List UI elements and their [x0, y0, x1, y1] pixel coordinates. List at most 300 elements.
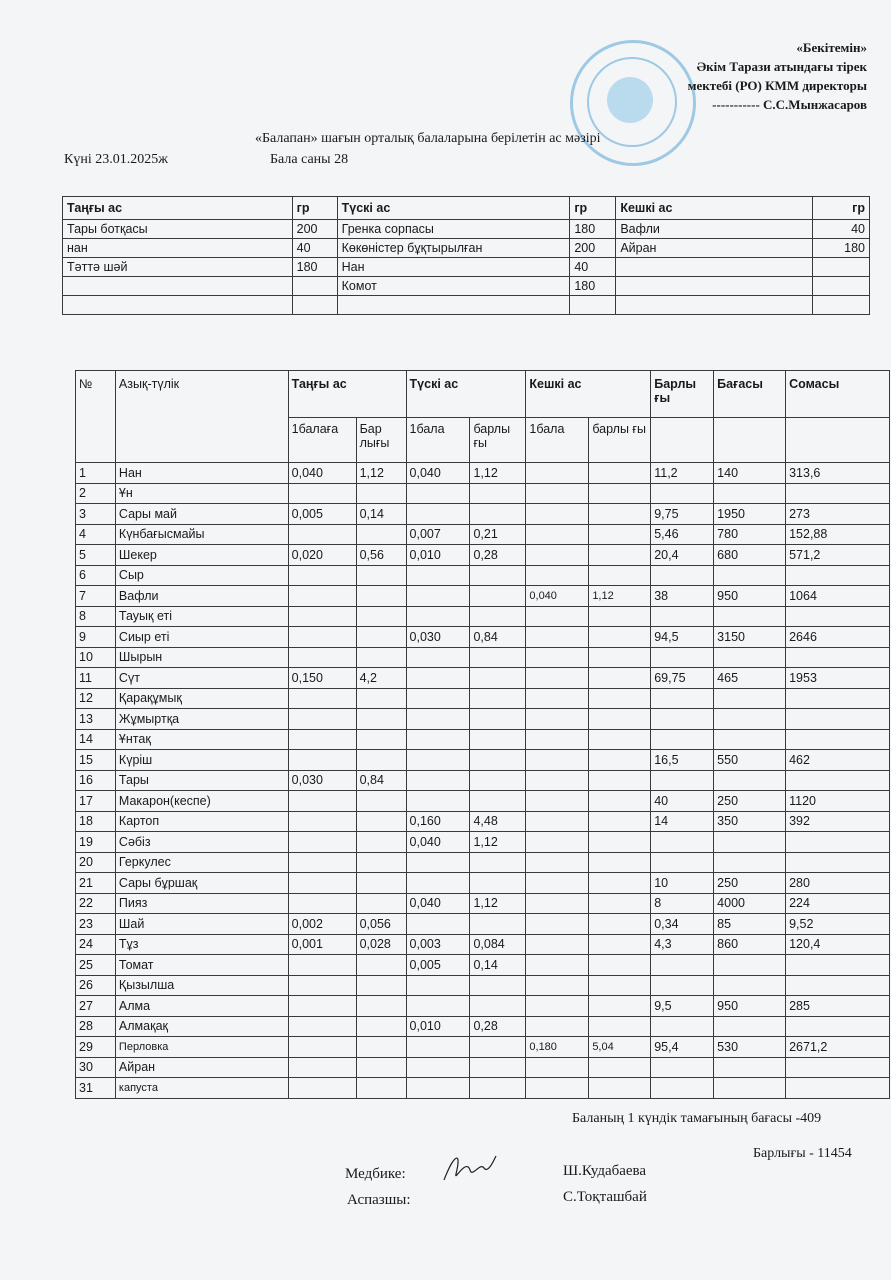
product-cell: 0,028 — [356, 934, 406, 955]
product-cell — [406, 647, 470, 668]
product-cell: 26 — [76, 975, 116, 996]
product-cell — [589, 545, 651, 566]
product-cell — [526, 811, 589, 832]
header-total: Барлы ғы — [651, 371, 714, 418]
product-cell — [651, 709, 714, 730]
product-cell: 0,007 — [406, 524, 470, 545]
table-row — [76, 668, 890, 689]
product-cell — [356, 709, 406, 730]
product-cell: 273 — [786, 504, 890, 525]
menu-cell: нан — [63, 239, 293, 258]
product-cell — [714, 709, 786, 730]
product-cell — [470, 504, 526, 525]
menu-row — [63, 277, 870, 296]
product-cell: 0,030 — [288, 770, 356, 791]
product-cell: 4,2 — [356, 668, 406, 689]
product-cell — [470, 750, 526, 771]
product-cell — [786, 729, 890, 750]
product-cell — [288, 524, 356, 545]
menu-cell: Тәттә шәй — [63, 258, 293, 277]
product-cell — [651, 1016, 714, 1037]
menu-cell: Гренка сорпасы — [337, 220, 570, 239]
product-cell: 8 — [76, 606, 116, 627]
menu-cell — [337, 296, 570, 315]
product-cell: 1953 — [786, 668, 890, 689]
product-cell: 18 — [76, 811, 116, 832]
product-cell: 0,001 — [288, 934, 356, 955]
product-cell — [589, 524, 651, 545]
product-name: Картоп — [115, 811, 288, 832]
product-cell — [406, 791, 470, 812]
product-name: Жұмыртқа — [115, 709, 288, 730]
product-cell — [589, 463, 651, 484]
menu-cell — [63, 296, 293, 315]
product-cell — [651, 565, 714, 586]
menu-cell: 40 — [292, 239, 337, 258]
product-cell — [714, 647, 786, 668]
header-sum: Сомасы — [786, 371, 890, 418]
product-cell: 7 — [76, 586, 116, 607]
product-name: Сәбіз — [115, 832, 288, 853]
product-cell — [589, 832, 651, 853]
product-cell — [714, 1016, 786, 1037]
product-cell — [714, 852, 786, 873]
product-cell: 680 — [714, 545, 786, 566]
product-cell: 19 — [76, 832, 116, 853]
product-cell: 0,003 — [406, 934, 470, 955]
menu-cell — [570, 296, 616, 315]
product-cell — [589, 811, 651, 832]
product-cell — [526, 770, 589, 791]
product-name: Геркулес — [115, 852, 288, 873]
product-cell: 0,030 — [406, 627, 470, 648]
product-cell: 0,084 — [470, 934, 526, 955]
product-cell — [288, 1016, 356, 1037]
product-cell — [356, 1057, 406, 1078]
product-cell — [470, 770, 526, 791]
product-cell: 571,2 — [786, 545, 890, 566]
product-cell — [356, 565, 406, 586]
product-cell — [526, 1016, 589, 1037]
product-cell — [651, 688, 714, 709]
product-cell — [526, 832, 589, 853]
product-cell: 15 — [76, 750, 116, 771]
product-cell — [786, 647, 890, 668]
product-cell — [589, 606, 651, 627]
product-cell — [589, 1016, 651, 1037]
product-cell: 0,040 — [288, 463, 356, 484]
table-row — [76, 975, 890, 996]
product-cell — [470, 996, 526, 1017]
cook-name: С.Тоқташбай — [563, 1189, 647, 1205]
product-cell — [651, 975, 714, 996]
product-cell: 3 — [76, 504, 116, 525]
product-name: Тары — [115, 770, 288, 791]
table-row — [76, 1057, 890, 1078]
menu-cell — [616, 258, 813, 277]
product-cell — [406, 873, 470, 894]
product-cell: 1950 — [714, 504, 786, 525]
product-cell: 11 — [76, 668, 116, 689]
product-cell — [470, 483, 526, 504]
subheader-empty — [786, 418, 890, 463]
product-cell — [470, 1037, 526, 1058]
product-cell — [589, 647, 651, 668]
product-cell — [288, 565, 356, 586]
product-name: Нан — [115, 463, 288, 484]
nurse-signature — [440, 1148, 498, 1188]
product-cell: 860 — [714, 934, 786, 955]
product-cell: 1,12 — [356, 463, 406, 484]
product-cell: 950 — [714, 586, 786, 607]
product-cell — [288, 873, 356, 894]
cook-label: Аспазшы: — [347, 1192, 411, 1208]
product-cell — [714, 1078, 786, 1099]
product-cell — [406, 852, 470, 873]
product-name: Алмақақ — [115, 1016, 288, 1037]
product-cell — [356, 852, 406, 873]
menu-cell: 40 — [570, 258, 616, 277]
product-cell — [786, 975, 890, 996]
product-cell — [288, 586, 356, 607]
product-cell — [470, 647, 526, 668]
header-name: Азық-түлік — [115, 371, 288, 463]
product-cell — [786, 1057, 890, 1078]
product-name: капуста — [115, 1078, 288, 1099]
product-cell — [356, 606, 406, 627]
product-cell — [651, 647, 714, 668]
approval-line-1: «Бекітемін» — [796, 40, 867, 55]
menu-cell: 180 — [570, 220, 616, 239]
product-cell — [526, 504, 589, 525]
product-cell — [356, 1037, 406, 1058]
product-cell — [470, 852, 526, 873]
product-cell — [526, 791, 589, 812]
product-cell: 0,020 — [288, 545, 356, 566]
product-cell: 5 — [76, 545, 116, 566]
product-cell — [526, 729, 589, 750]
product-cell — [526, 565, 589, 586]
menu-header-cell: Кешкі ас — [616, 197, 813, 220]
product-cell — [651, 606, 714, 627]
product-cell — [288, 647, 356, 668]
product-cell: 0,34 — [651, 914, 714, 935]
product-name: Шекер — [115, 545, 288, 566]
table-row — [76, 852, 890, 873]
product-cell — [288, 996, 356, 1017]
product-cell — [589, 668, 651, 689]
product-cell — [356, 873, 406, 894]
product-cell — [786, 483, 890, 504]
menu-cell — [616, 296, 813, 315]
product-cell: 29 — [76, 1037, 116, 1058]
table-row — [76, 647, 890, 668]
product-cell — [356, 729, 406, 750]
product-cell — [470, 791, 526, 812]
table-row — [76, 463, 890, 484]
product-name: Шай — [115, 914, 288, 935]
menu-header-cell: гр — [813, 197, 870, 220]
product-cell — [714, 565, 786, 586]
menu-row — [63, 220, 870, 239]
nurse-name: Ш.Кудабаева — [563, 1163, 647, 1179]
product-cell: 2671,2 — [786, 1037, 890, 1058]
product-cell: 550 — [714, 750, 786, 771]
menu-cell: 200 — [292, 220, 337, 239]
product-cell: 20,4 — [651, 545, 714, 566]
product-cell: 1,12 — [470, 463, 526, 484]
product-cell — [406, 586, 470, 607]
product-cell — [786, 770, 890, 791]
product-cell: 0,180 — [526, 1037, 589, 1058]
product-name: Айран — [115, 1057, 288, 1078]
product-cell — [589, 955, 651, 976]
menu-row — [63, 258, 870, 277]
table-row — [76, 914, 890, 935]
product-name: Ұн — [115, 483, 288, 504]
table-row — [76, 545, 890, 566]
table-row — [76, 504, 890, 525]
table-row — [76, 832, 890, 853]
subheader-cell: 1балаға — [288, 418, 356, 463]
product-cell — [589, 709, 651, 730]
product-cell — [406, 975, 470, 996]
product-cell — [786, 1078, 890, 1099]
product-cell — [526, 914, 589, 935]
product-name: Томат — [115, 955, 288, 976]
product-cell: 462 — [786, 750, 890, 771]
product-cell: 21 — [76, 873, 116, 894]
product-cell: 40 — [651, 791, 714, 812]
subheader-cell: 1бала — [406, 418, 470, 463]
product-cell: 250 — [714, 791, 786, 812]
product-name: Сыр — [115, 565, 288, 586]
product-name: Сары май — [115, 504, 288, 525]
product-cell: 0,160 — [406, 811, 470, 832]
product-cell: 24 — [76, 934, 116, 955]
product-cell — [470, 586, 526, 607]
product-cell — [526, 873, 589, 894]
table-row — [76, 996, 890, 1017]
table-row — [76, 1016, 890, 1037]
products-table — [75, 370, 890, 1099]
menu-cell — [63, 277, 293, 296]
product-cell — [356, 893, 406, 914]
product-cell — [526, 688, 589, 709]
product-cell: 10 — [651, 873, 714, 894]
product-name: Қызылша — [115, 975, 288, 996]
menu-row — [63, 239, 870, 258]
approval-line-4: ----------- С.С.Мынжасаров — [712, 97, 867, 112]
product-cell — [288, 729, 356, 750]
product-cell: 9,52 — [786, 914, 890, 935]
product-cell — [406, 606, 470, 627]
product-cell — [356, 975, 406, 996]
menu-header-cell: Түскі ас — [337, 197, 570, 220]
approval-line-3: мектебі (РО) КММ директоры — [687, 78, 867, 93]
product-name: Күріш — [115, 750, 288, 771]
product-cell — [526, 483, 589, 504]
product-cell: 69,75 — [651, 668, 714, 689]
table-row — [76, 955, 890, 976]
product-cell — [786, 1016, 890, 1037]
product-cell: 0,28 — [470, 545, 526, 566]
product-cell: 465 — [714, 668, 786, 689]
product-cell: 120,4 — [786, 934, 890, 955]
menu-cell: Нан — [337, 258, 570, 277]
product-cell: 1,12 — [589, 586, 651, 607]
product-cell — [651, 852, 714, 873]
product-cell: 0,14 — [356, 504, 406, 525]
product-cell — [288, 627, 356, 648]
product-cell — [288, 832, 356, 853]
product-cell — [470, 914, 526, 935]
product-cell: 285 — [786, 996, 890, 1017]
product-cell: 4 — [76, 524, 116, 545]
product-cell — [589, 791, 651, 812]
menu-cell: 180 — [292, 258, 337, 277]
product-cell — [714, 832, 786, 853]
menu-cell — [292, 277, 337, 296]
product-cell — [356, 791, 406, 812]
child-count: Бала саны 28 — [270, 152, 349, 167]
product-cell — [356, 524, 406, 545]
product-cell: 4000 — [714, 893, 786, 914]
product-cell — [356, 1016, 406, 1037]
product-cell — [526, 647, 589, 668]
subheader-cell: 1бала — [526, 418, 589, 463]
product-name: Ұнтақ — [115, 729, 288, 750]
product-cell: 17 — [76, 791, 116, 812]
product-cell — [470, 565, 526, 586]
table-row — [76, 729, 890, 750]
product-cell: 2646 — [786, 627, 890, 648]
product-cell — [526, 524, 589, 545]
table-row — [76, 565, 890, 586]
product-cell — [288, 893, 356, 914]
product-cell — [786, 606, 890, 627]
product-cell — [589, 1078, 651, 1099]
product-cell — [714, 483, 786, 504]
document-title: «Балапан» шағын орталық балаларына берілетін ас мәзірі — [255, 131, 601, 146]
product-name: Сүт — [115, 668, 288, 689]
product-cell: 780 — [714, 524, 786, 545]
product-cell — [589, 893, 651, 914]
product-cell — [406, 483, 470, 504]
product-cell: 224 — [786, 893, 890, 914]
menu-cell — [813, 296, 870, 315]
product-cell — [526, 852, 589, 873]
product-cell — [406, 996, 470, 1017]
table-row — [76, 893, 890, 914]
product-cell — [526, 463, 589, 484]
product-cell: 1 — [76, 463, 116, 484]
product-cell — [406, 750, 470, 771]
product-cell — [651, 483, 714, 504]
product-cell — [786, 955, 890, 976]
product-cell — [589, 996, 651, 1017]
product-name: Шырын — [115, 647, 288, 668]
product-cell — [714, 729, 786, 750]
product-cell: 313,6 — [786, 463, 890, 484]
product-cell: 27 — [76, 996, 116, 1017]
product-cell — [406, 504, 470, 525]
product-cell: 1120 — [786, 791, 890, 812]
product-cell — [589, 565, 651, 586]
product-cell — [406, 688, 470, 709]
product-cell — [651, 832, 714, 853]
product-cell — [288, 852, 356, 873]
product-cell — [651, 1078, 714, 1099]
subheader-cell: барлы ғы — [589, 418, 651, 463]
product-cell: 28 — [76, 1016, 116, 1037]
product-cell — [714, 955, 786, 976]
product-cell: 0,150 — [288, 668, 356, 689]
menu-cell: Айран — [616, 239, 813, 258]
product-cell — [470, 1078, 526, 1099]
product-cell — [589, 975, 651, 996]
product-cell: 1064 — [786, 586, 890, 607]
product-cell: 0,040 — [406, 832, 470, 853]
menu-cell: 40 — [813, 220, 870, 239]
subheader-empty — [714, 418, 786, 463]
subheader-cell: Бар лығы — [356, 418, 406, 463]
product-cell: 280 — [786, 873, 890, 894]
product-cell — [288, 606, 356, 627]
product-cell — [356, 1078, 406, 1099]
product-cell: 14 — [76, 729, 116, 750]
product-cell — [786, 565, 890, 586]
product-cell — [356, 627, 406, 648]
product-cell — [526, 606, 589, 627]
menu-header-row — [63, 197, 870, 220]
menu-cell: Тары ботқасы — [63, 220, 293, 239]
product-cell — [589, 750, 651, 771]
product-cell: 152,88 — [786, 524, 890, 545]
product-cell — [470, 975, 526, 996]
product-cell — [526, 668, 589, 689]
product-cell: 5,04 — [589, 1037, 651, 1058]
product-cell: 8 — [651, 893, 714, 914]
product-cell: 4,48 — [470, 811, 526, 832]
table-row — [76, 791, 890, 812]
product-cell — [356, 483, 406, 504]
menu-cell: Көкөністер бұқтырылған — [337, 239, 570, 258]
product-cell: 10 — [76, 647, 116, 668]
product-cell — [651, 1057, 714, 1078]
product-cell — [356, 811, 406, 832]
product-cell — [589, 1057, 651, 1078]
product-cell — [589, 852, 651, 873]
product-cell — [470, 606, 526, 627]
product-cell — [288, 975, 356, 996]
product-cell: 9,75 — [651, 504, 714, 525]
product-cell — [714, 688, 786, 709]
product-cell: 950 — [714, 996, 786, 1017]
product-cell — [651, 770, 714, 791]
total-cost: Барлығы - 11454 — [753, 1146, 852, 1161]
product-cell — [406, 1037, 470, 1058]
product-cell — [406, 770, 470, 791]
product-cell — [406, 709, 470, 730]
menu-cell — [292, 296, 337, 315]
product-cell: 95,4 — [651, 1037, 714, 1058]
product-cell — [786, 852, 890, 873]
menu-table — [62, 196, 870, 315]
product-cell: 94,5 — [651, 627, 714, 648]
product-cell — [406, 565, 470, 586]
header-price: Бағасы — [714, 371, 786, 418]
